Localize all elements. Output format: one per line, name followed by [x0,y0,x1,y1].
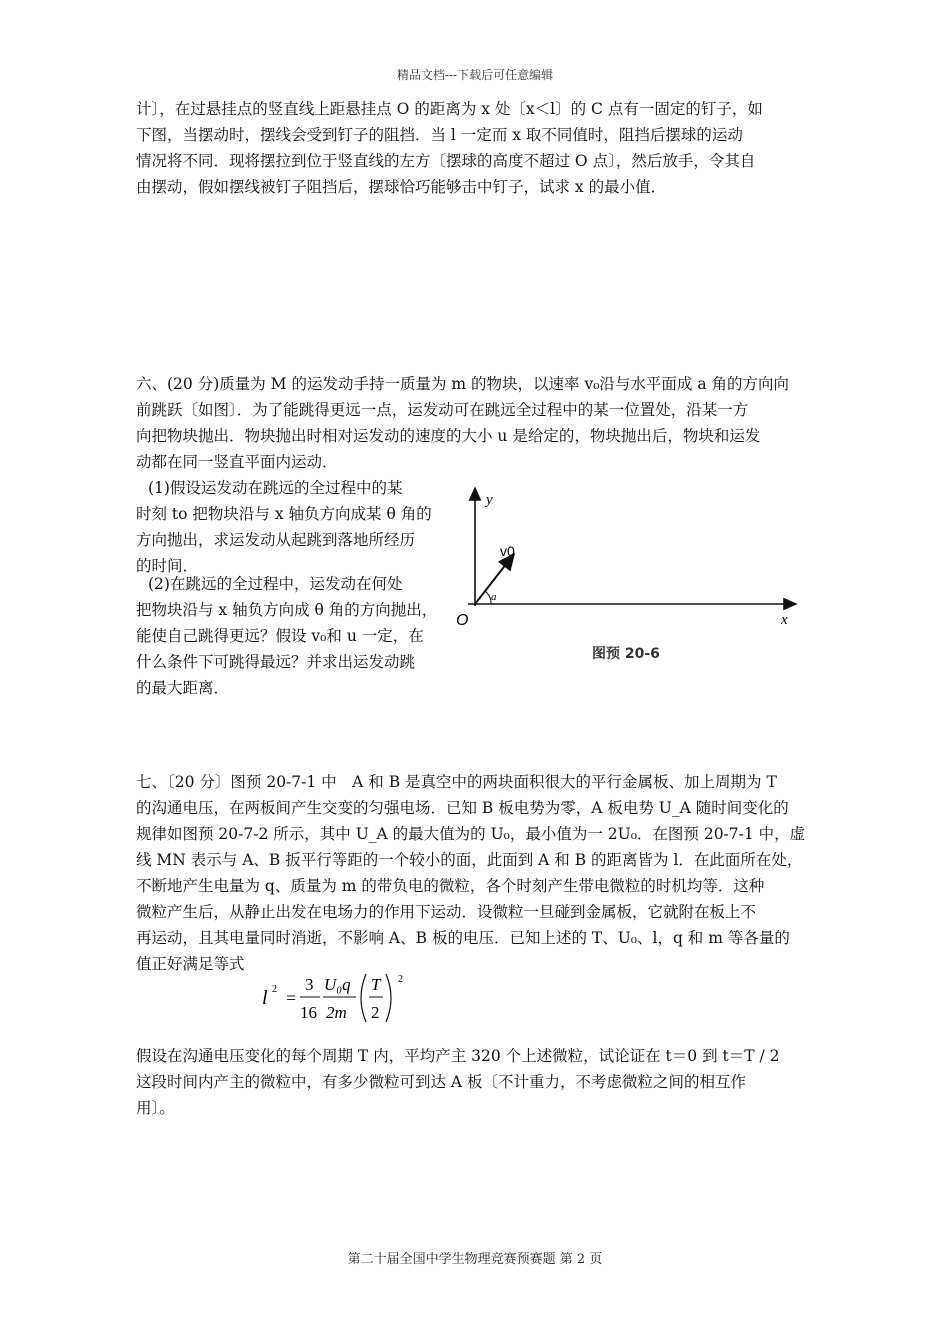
formula-den1: 16 [300,1003,317,1022]
formula-lhs-exponent: 2 [272,984,277,995]
text-line: 线 MN 表示与 A、B 扳平行等距的一个较小的面，此面到 A 和 B 的距离皆为 l．在此面所在处， [136,851,803,869]
text-line: 微粒产生后，从静止出发在电场力的作用下运动．设微粒一旦碰到金属板，它就附在板上不 [136,903,757,921]
text-line: 再运动，且其电量同时消逝，不影响 A、B 板的电压．已知上述的 T、U₀、l，q 和 m 等各量的 [136,929,790,947]
text-line: 能使自己跳得更远？假设 v₀和 u 一定，在 [136,627,424,645]
page-footer: 第二十届全国中学生物理竞赛预赛题 第 2 页 [347,1252,603,1267]
section6-question2 [136,571,446,701]
left-paren [361,974,366,1022]
section6-intro [136,371,816,475]
text-line: 把物块沿与 x 轴负方向成 θ 角的方向抛出， [136,601,438,619]
text-line: 七、〔20 分〕图预 20-7-1 中 A 和 B 是真空中的两块面积很大的平行金属板、加上周期为 T [136,773,777,791]
text-line: 六、(20 分)质量为 M 的运发动手持一质量为 m 的物块，以速率 v₀沿与水平面成 a 角的方向向 [136,375,790,393]
section7-text [136,769,816,977]
text-line: 动都在同一竖直平面内运动． [136,453,338,471]
page-header: 精品文档---下载后可任意编辑 [396,68,554,82]
x-axis-label: x [781,612,788,628]
figure-20-6 [448,478,808,678]
formula-outer-exponent: 2 [398,974,403,985]
formula-num2: U₀q [324,975,351,994]
text-line: 由摆动，假如摆线被钉子阻挡后，摆球恰巧能够击中钉子，试求 x 的最小值． [136,178,667,196]
text-line: 时刻 to 把物块沿与 x 轴负方向成某 θ 角的 [136,505,432,523]
text-line: 下图，当摆动时，摆线会受到钉子的阻挡．当 l 一定而 x 取不同值时，阻挡后摆球的运动 [136,126,743,144]
text-line: (2)在跳远的全过程中，运发动在何处 [148,575,403,593]
formula-equals: = [286,988,297,1008]
text-line: 假设在沟通电压变化的每个周期 T 内，平均产主 320 个上述微粒，试论证在 t＝0 到 t＝T / 2 [136,1047,780,1065]
velocity-label: v0 [500,543,515,559]
text-line: 前跳跃〔如图〕．为了能跳得更远一点，运发动可在跳远全过程中的某一位置处，沿某一方 [136,401,749,419]
origin-label: O [456,612,469,629]
text-line: 的时间． [136,557,199,575]
text-line: 用〕。 [136,1099,175,1117]
section7-question [136,1043,816,1121]
text-line: 情况将不同．现将摆拉到位于竖直线的左方〔摆球的高度不超过 O 点〕，然后放手，令其自 [136,152,756,170]
text-line: 不断地产生电量为 q、质量为 m 的带负电的微粒，各个时刻产生带电微粒的时机均等．这种 [136,877,765,895]
text-line: 计〕，在过悬挂点的竖直线上距悬挂点 O 的距离为 x 处〔x＜l〕的 C 点有一固定的钉子，如 [136,100,763,118]
text-line: 向把物块抛出．物块抛出时相对运发动的速度的大小 u 是给定的，物块抛出后，物块和运发 [136,427,761,445]
text-line: 方向抛出，求运发动从起跳到落地所经历 [136,531,416,549]
formula-num1: 3 [305,975,314,994]
formula-inner-den: 2 [371,1003,380,1022]
text-line: 的沟通电压，在两板间产生交变的匀强电场．已知 B 板电势为零，A 板电势 U_A 随时间变化的 [136,799,789,817]
formula-inner-num: T [371,975,381,994]
angle-label: a [491,591,497,603]
text-line: 的最大距离． [136,679,230,697]
section6-question1 [136,475,446,579]
text-line: 值正好满足等式 [136,955,245,973]
y-axis-label: y [486,492,493,508]
formula-den2: 2m [326,1003,347,1022]
right-paren [386,974,391,1022]
formula-lhs: l [262,987,268,1009]
text-line: 这段时间内产主的微粒中，有多少微粒可到达 A 板〔不计重力，不考虑微粒之间的相互作 [136,1073,747,1091]
formula [256,968,416,1028]
figure-caption: 图预 20-6 [592,646,660,662]
section5-text [136,96,816,200]
text-line: 什么条件下可跳得最远？并求出运发动跳 [136,653,416,671]
text-line: 规律如图预 20-7-2 所示，其中 U_A 的最大值为的 U₀，最小值为一 2U₀．在图预 20-7-1 中，虚 [136,825,806,843]
text-line: (1)假设运发动在跳远的全过程中的某 [148,479,403,497]
